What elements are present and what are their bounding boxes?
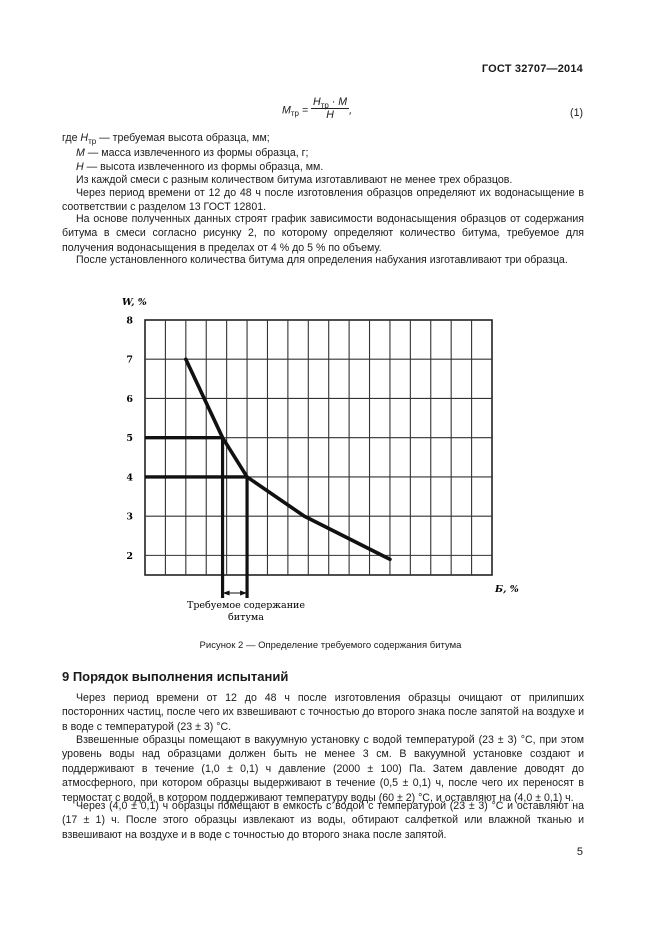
figure-caption: Рисунок 2 — Определение требуемого содержания битума	[199, 640, 462, 651]
y-tick-label: 7	[126, 354, 133, 366]
x-axis-label: Б, %	[495, 584, 519, 595]
page-number: 5	[576, 846, 583, 858]
y-tick-label: 5	[126, 433, 133, 445]
y-tick-label: 6	[126, 393, 133, 405]
chart-frame	[145, 320, 492, 575]
section-paragraph-3: Через (4,0 ± 0,1) ч образцы помещают в емкость с водой с температурой (23 ± 3) °С и оставляют на (17 ± 1) ч. После этого образцы извлекают из воды, обтирают салфеткой или влажной тканью и взвешивают на воздухе и в воде с точностью до второго знака после запятой.	[62, 800, 584, 841]
section-paragraph-2: Взвешенные образцы помещают в вакуумную установку с водой температурой (23 ± 3) °С, при этом уровень воды над образцами должен быть не менее 3 см. В вакуумной установке создают и поддерживают в течение (1,0 ± 0,1) ч давление (2000 ± 100) Па. Затем давление доводят до атмосферного, при котором образцы выдерживают в течение (0,5 ± 0,1) ч, после чего их переносят в термостат с водой, в котором поддерживают температуру воды (60 ± 2) °С, и оставляют на (4,0 ± 0,1) ч.	[62, 734, 584, 804]
section-paragraph-1: Через период времени от 12 до 48 ч после изготовления образцы очищают от прилипших посторонних частиц, после чего их взвешивают с точностью до второго знака после запятой на воздухе и в воде с температурой (23 ± 3) °С.	[62, 692, 584, 733]
paragraph-1: Из каждой смеси с разным количеством битума изготавливают не менее трех образцов.	[76, 174, 513, 186]
formula-number: (1)	[570, 107, 583, 119]
annotation-line-2: битума	[228, 612, 264, 623]
y-tick-label: 2	[126, 550, 133, 562]
paragraph-3: На основе полученных данных строят график зависимости водонасыщения образцов от содержания битума в смеси согласно рисунку 2, по которому определяют количество битума, требуемое для получения водонасыщения в пределах от 4 % до 5 % по объему.	[62, 213, 584, 254]
annotation-line-1: Требуемое содержание	[186, 600, 306, 611]
document-header: ГОСТ 32707—2014	[481, 63, 583, 75]
formula-lhs: M	[282, 104, 291, 117]
paragraph-2: Через период времени от 12 до 48 ч после изготовления образцов определяют их водонасыщение в соответствии с разделом 13 ГОСТ 12801.	[62, 187, 584, 214]
y-tick-label: 3	[126, 511, 133, 523]
chart-ticks	[126, 316, 133, 562]
chart-grid	[145, 320, 492, 575]
definition-m: M — масса извлеченного из формы образца, г;	[76, 147, 309, 159]
definition-h-tr: где $H_{тр}$ — требуемая высота образца, мм;	[62, 132, 270, 146]
formula-1: $M_{тр}$ = $H_{тр} \cdot M$ H ,	[282, 96, 353, 121]
y-tick-label: 4	[126, 472, 133, 484]
paragraph-4: После установленного количества битума для определения набухания изготавливают три образца.	[76, 254, 568, 266]
section-title: 9 Порядок выполнения испытаний	[62, 669, 289, 684]
definition-h: H — высота извлеченного из формы образца, мм.	[76, 161, 324, 173]
y-tick-label: 8	[126, 315, 133, 327]
y-axis-label: W, %	[122, 297, 147, 308]
